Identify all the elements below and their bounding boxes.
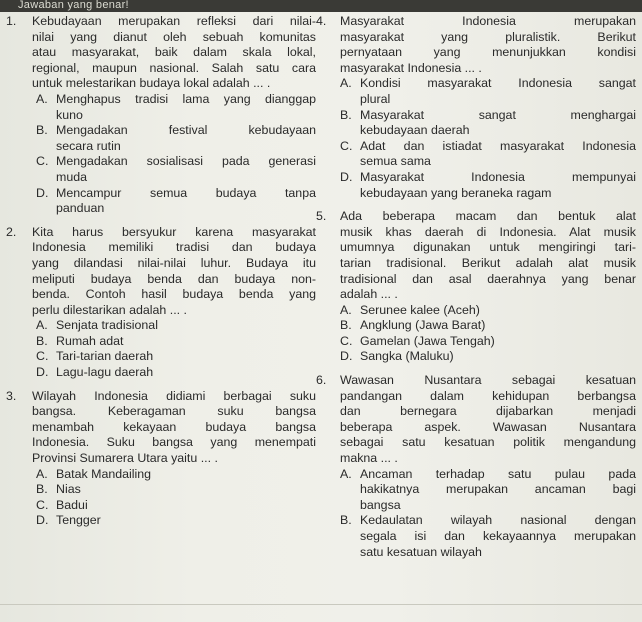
answer-option-a[interactable]	[340, 76, 636, 107]
option-text	[360, 318, 636, 334]
answer-option-b[interactable]	[340, 318, 636, 334]
option-text	[56, 349, 316, 365]
option-line: Senjata tradisional	[56, 318, 158, 333]
stem-line: Masyarakat Indonesia merupakan	[340, 14, 636, 28]
option-line: Batak Mandailing	[56, 466, 152, 481]
answer-option-c[interactable]	[340, 139, 636, 170]
option-line: Adat dan istiadat masyarakat Indonesia	[360, 138, 636, 153]
stem-line: tradisional dan asal daerahnya yang benar	[340, 271, 636, 286]
option-line: segala isi dan kekayaannya merupakan	[360, 529, 636, 543]
question-1	[6, 14, 316, 217]
question-2	[6, 225, 316, 381]
option-text	[360, 513, 636, 560]
option-letter: A.	[36, 466, 48, 481]
option-text	[56, 186, 316, 217]
option-text	[56, 365, 316, 381]
option-letter: A.	[340, 302, 352, 317]
stem-line: Kita harus bersyukur karena masyarakat	[32, 224, 316, 239]
stem-line: makna ... .	[340, 451, 398, 466]
option-line: Serunee kalee (Aceh)	[360, 302, 480, 317]
option-line: kuno	[56, 107, 83, 122]
option-letter: D.	[36, 365, 49, 380]
stem-line: regional, maupun nasional. Salah satu cara	[32, 60, 316, 75]
option-letter: D.	[36, 185, 49, 200]
option-letter: A.	[340, 466, 352, 481]
option-text	[360, 349, 636, 365]
answer-option-b[interactable]	[36, 334, 316, 350]
stem-line: bangsa. Keberagaman suku bangsa	[32, 404, 316, 419]
question-stem	[340, 373, 636, 467]
stem-line: Wilayah Indonesia didiami berbagai suku	[32, 388, 316, 403]
right-column	[316, 14, 636, 562]
answer-option-a[interactable]	[36, 92, 316, 123]
question-number: 4.	[316, 14, 327, 28]
answer-option-a[interactable]	[36, 318, 316, 334]
option-letter: B.	[340, 513, 352, 528]
stem-line: dan bernegara dijabarkan menjadi	[340, 404, 636, 419]
stem-line: perlu dilestarikan adalah ... .	[32, 302, 187, 317]
option-line: Sangka (Maluku)	[360, 349, 454, 364]
option-text	[360, 76, 636, 107]
option-text	[56, 334, 316, 350]
question-number: 3.	[6, 388, 17, 403]
option-text	[56, 92, 316, 123]
question-number: 2.	[6, 224, 17, 239]
stem-line: pernyataan yang menunjukkan kondisi	[340, 45, 636, 60]
option-letter: C.	[340, 333, 353, 348]
option-text	[360, 170, 636, 201]
answer-option-c[interactable]	[36, 349, 316, 365]
option-line: Ancaman terhadap satu pulau pada	[360, 466, 636, 481]
stem-line: masyarakat Indonesia ... .	[340, 60, 482, 75]
option-line: Masyarakat Indonesia mempunyai	[360, 169, 636, 184]
stem-line: benda. Contoh hasil budaya benda yang	[32, 287, 316, 302]
option-text	[56, 513, 316, 529]
question-stem	[340, 209, 636, 303]
option-letter: B.	[36, 123, 48, 138]
option-text	[360, 334, 636, 350]
stem-line: yang dilandasi nilai-nilai luhur. Budaya itu	[32, 255, 316, 270]
answer-option-d[interactable]	[36, 365, 316, 381]
stem-line: masyarakat yang pluralistik. Berikut	[340, 29, 636, 44]
stem-line: Kebudayaan merupakan refleksi dari nilai-	[32, 14, 316, 28]
option-text	[56, 482, 316, 498]
stem-line: Ada beberapa macam dan bentuk alat	[340, 209, 636, 224]
option-line: secara rutin	[56, 138, 121, 153]
option-line: hakikatnya merupakan ancaman bagi	[360, 482, 636, 497]
stem-line: tarian tradisional. Berikut adalah alat musik	[340, 255, 636, 270]
page-bottom-rule	[0, 604, 642, 605]
option-line: Tari-tarian daerah	[56, 349, 154, 364]
option-line: Angklung (Jawa Barat)	[360, 318, 486, 333]
stem-line: untuk melestarikan budaya lokal adalah ... .	[32, 76, 271, 91]
question-stem	[32, 14, 316, 92]
answer-option-d[interactable]	[340, 170, 636, 201]
answer-option-c[interactable]	[36, 498, 316, 514]
option-line: Rumah adat	[56, 333, 124, 348]
header-strip	[0, 0, 642, 12]
option-letter: A.	[340, 76, 352, 91]
stem-line: Provinsi Sumarera Utara yaitu ... .	[32, 451, 218, 466]
answer-option-b[interactable]	[36, 123, 316, 154]
option-text	[360, 303, 636, 319]
option-line: plural	[360, 91, 391, 106]
option-line: bangsa	[360, 497, 401, 512]
option-line: Mengadakan festival kebudayaan	[56, 123, 316, 138]
question-number: 6.	[316, 373, 327, 388]
question-stem	[32, 225, 316, 319]
option-line: kebudayaan yang beraneka ragam	[360, 185, 552, 200]
option-text	[56, 467, 316, 483]
option-letter: B.	[340, 318, 352, 333]
option-line: Kedaulatan wilayah nasional dengan	[360, 513, 636, 528]
option-line: Badui	[56, 497, 88, 512]
answer-option-b[interactable]	[340, 513, 636, 560]
option-letter: D.	[36, 513, 49, 528]
option-text	[360, 467, 636, 514]
left-column	[6, 14, 316, 531]
option-line: Masyarakat sangat menghargai	[360, 107, 636, 122]
option-line: Mengadakan sosialisasi pada generasi	[56, 154, 316, 169]
option-line: Gamelan (Jawa Tengah)	[360, 333, 495, 348]
stem-line: sebagai satu kesatuan politik mengandung	[340, 435, 636, 450]
option-letter: A.	[36, 91, 48, 106]
option-line: satu kesatuan wilayah	[360, 544, 482, 559]
option-text	[56, 154, 316, 185]
stem-line: Indonesia memiliki tradisi dan budaya	[32, 240, 316, 255]
option-letter: D.	[340, 169, 353, 184]
option-line: Menghapus tradisi lama yang dianggap	[56, 91, 316, 106]
option-letter: B.	[340, 107, 352, 122]
option-letter: D.	[340, 349, 353, 364]
option-line: Kondisi masyarakat Indonesia sangat	[360, 76, 636, 91]
answer-option-d[interactable]	[340, 349, 636, 365]
option-text	[56, 318, 316, 334]
stem-line: adalah ... .	[340, 287, 398, 302]
option-line: Mencampur semua budaya tanpa	[56, 185, 316, 200]
stem-line: pandangan dalam kehidupan berbangsa	[340, 388, 636, 403]
question-6	[316, 373, 636, 560]
option-line: kebudayaan daerah	[360, 123, 470, 138]
stem-line: beberapa aspek. Wawasan Nusantara	[340, 419, 636, 434]
question-3	[6, 389, 316, 529]
answer-option-d[interactable]	[36, 186, 316, 217]
option-text	[56, 498, 316, 514]
option-letter: B.	[36, 333, 48, 348]
option-line: Tengger	[56, 513, 101, 528]
answer-option-a[interactable]	[36, 467, 316, 483]
answer-option-b[interactable]	[36, 482, 316, 498]
option-letter: C.	[36, 154, 49, 169]
option-line: semua sama	[360, 154, 431, 169]
question-stem	[32, 389, 316, 467]
question-stem	[340, 14, 636, 76]
option-line: Lagu-lagu daerah	[56, 365, 154, 380]
answer-option-c[interactable]	[340, 334, 636, 350]
question-number: 5.	[316, 209, 327, 224]
answer-option-c[interactable]	[36, 154, 316, 185]
stem-line: menambah kekayaan budaya bangsa	[32, 419, 316, 434]
option-letter: B.	[36, 482, 48, 497]
stem-line: nilai yang dianut oleh sebuah komunitas	[32, 29, 316, 44]
question-4	[316, 14, 636, 201]
question-5	[316, 209, 636, 365]
answer-option-d[interactable]	[36, 513, 316, 529]
answer-option-a[interactable]	[340, 467, 636, 514]
option-line: panduan	[56, 201, 105, 216]
option-letter: A.	[36, 318, 48, 333]
option-text	[360, 108, 636, 139]
option-letter: C.	[36, 349, 49, 364]
answer-option-a[interactable]	[340, 303, 636, 319]
option-text	[360, 139, 636, 170]
stem-line: Indonesia. Suku bangsa yang menempati	[32, 435, 316, 450]
option-letter: C.	[36, 497, 49, 512]
option-line: muda	[56, 169, 87, 184]
option-letter: C.	[340, 138, 353, 153]
answer-option-b[interactable]	[340, 108, 636, 139]
stem-line: musik khas daerah di Indonesia. Alat musik	[340, 224, 636, 239]
stem-line: atau masyarakat, baik dalam skala lokal,	[32, 45, 316, 60]
question-number: 1.	[6, 14, 17, 28]
stem-line: umumnya digunakan untuk mengiringi tari-	[340, 240, 636, 255]
header-text: Jawaban yang benar!	[18, 0, 129, 11]
option-line: Nias	[56, 482, 81, 497]
stem-line: Wawasan Nusantara sebagai kesatuan	[340, 373, 636, 388]
option-text	[56, 123, 316, 154]
stem-line: meliputi budaya benda dan budaya non-	[32, 271, 316, 286]
